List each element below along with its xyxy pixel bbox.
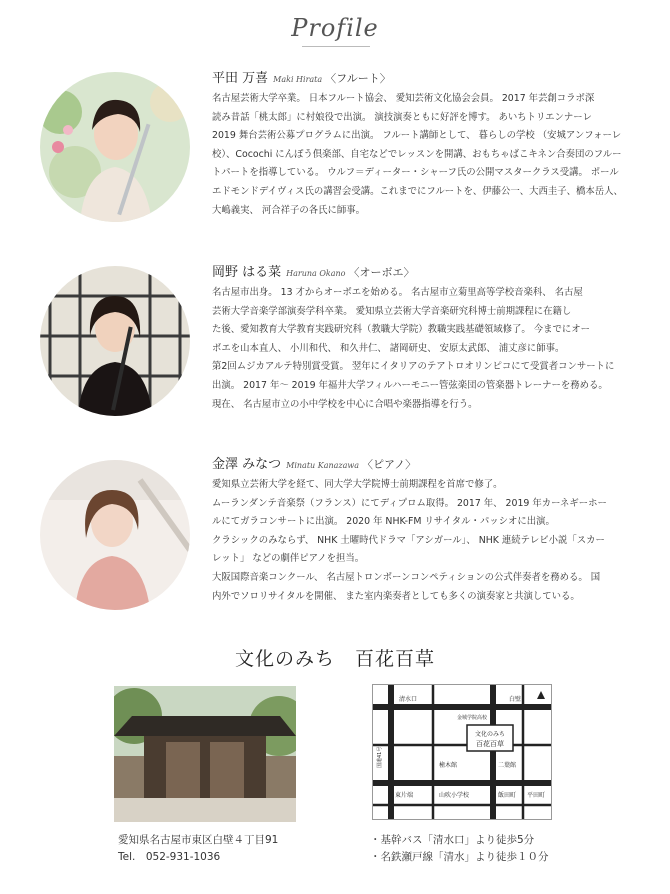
portrait-oboe [40,266,190,416]
profile-bio [212,284,640,414]
profile-instrument: 〈ピアノ〉 [362,458,417,471]
portrait-piano [40,460,190,610]
profile-roman-name: Maki Hirata [273,75,323,84]
bio-line: 第2回ムジカアルテ特別賞受賞。 翌年にイタリアのテアトロオリンピコにて受賞者コンサートに [212,361,615,373]
bio-line: 2019 舞台芸術公募プログラムに出演。 フルート講師として、 暮らしの学校 （安城アンフォーレ [212,130,622,142]
venue-title: 文化のみち 百花百草 [234,648,435,670]
map-label-shirakabe: 白壁 [509,696,522,703]
map-label-venue-2: 百花百草 [476,740,504,748]
bio-line: ムーランダンテ音楽祭（フランス）にてディプロム取得。 2017 年、 2019 年カーネギーホー [212,497,607,509]
portrait-flute [40,72,190,222]
bio-line: トパートを指導している。 ウルフ＝ディーター・シャーフ氏の公開マスタークラス受講。 ポール [212,167,619,179]
venue-access-block [370,832,549,866]
map-label-iidamachi: 飯田町 [498,792,517,799]
bio-line: レット」 などの劇伴ピアノを担当。 [212,553,365,565]
profile-roman-name: Haruna Okano [286,269,346,278]
map-label-venue-1: 文化のみち [474,731,506,738]
bio-line: 大阪国際音楽コンクール、 名古屋トロンボーンコンペティションの公式伴奏者を務める。 国 [212,571,601,583]
bio-line: ボエを山本直人、 小川和代、 和久井仁、 諸岡研史、 安原太武郎、 浦丈彦に師事。 [212,342,565,354]
bio-line: 芸術大学音楽学部演奏学科卒業。 愛知県立芸術大学音楽研究科博士前期課程に在籍し [212,305,572,317]
bio-line: 大嶋義実、 河合祥子の各氏に師事。 [212,204,365,216]
profile-name: 平田 万喜 [212,71,269,86]
map-label-school: 金城学院高校 [457,715,488,721]
profile-name: 岡野 はる菜 [212,265,282,280]
venue-tel: Tel. 052-931-1036 [118,851,221,863]
access-line: ・名鉄瀬戸線「清水」より徒歩１０分 [370,851,549,863]
profile-instrument: 〈フルート〉 [325,72,391,85]
map-label-heiandori: 平田町 [527,792,546,799]
bio-line: 名古屋芸術大学卒業。 日本フルート協会、 愛知芸術文化協会会員。 2017 年芸創コラボ深 [212,93,595,104]
venue-map [372,684,552,820]
bio-line: 出演。 2017 年～ 2019 年福井大学フィルハーモニー管弦楽団の管楽器トレーナーを務める。 [212,379,608,391]
bio-line: 内外でソロリサイタルを開催、 また室内楽奏者としても多くの演奏家と共演している。 [212,590,580,602]
title-divider [302,46,370,47]
bio-line: ルにてガラコンサートに出演。 2020 年 NHK-FM リサイタル・パッシオに出演。 [212,516,555,528]
venue-photo [114,686,296,822]
profile-bio [212,90,640,220]
venue-address: 愛知県名古屋市東区白壁４丁目91 [118,834,279,846]
profile-instrument: 〈オーボエ〉 [348,266,415,279]
map-label-cathedral: 橦木館 [439,762,458,769]
profile-roman-name: Minatu Kanazawa [286,461,359,470]
bio-line: 読み昔話「桃太郎」に村娘役で出演。 演技演奏ともに好評を博す。 あいちトリエンナーレ [212,111,592,123]
map-label-higashi: 東片端 [395,792,414,799]
bio-line: 現在、 名古屋市立の小中学校を中心に合唱や楽器指導を行う。 [212,398,478,410]
profile-name: 金澤 みなつ [212,457,282,472]
bio-line: 名古屋市出身。 13 才からオーボエを始める。 名古屋市立菊里高等学校音楽科、 名古屋 [212,287,583,298]
map-label-top-road: 清水口 [399,696,418,703]
map-label-elementary: 山吹小学校 [439,792,470,799]
bio-line: た後、愛知教育大学教育実践研究科（教職大学院）教職実践基礎領域修了。 今までにオー [212,324,590,336]
map-label-road-vertical: 国道41号 [377,746,383,768]
bio-line: 愛知県立芸術大学を経て、同大学大学院博士前期課程を首席で修了。 [212,479,503,490]
map-label-nitokan: 二葉館 [498,762,517,769]
bio-line: クラシックのみならず、 NHK 土曜時代ドラマ「アシガール」、 NHK 連続テレビ小説「スカー [212,534,605,546]
profile-bio [212,476,640,606]
bio-line: エドモンドデイヴィス氏の講習会受講。これまでにフルートを、伊藤公一、大西圭子、橋本岳人、 [212,185,623,197]
bio-line: 校）、Cocochi にんぽう倶楽部、自宅などでレッスンを開講、おもちゃばこキネン合奏団のフルー [212,148,622,160]
access-line: ・基幹バス「清水口」より徒歩5分 [370,834,535,846]
page-title: Profile [291,14,379,42]
venue-address-block [118,832,278,866]
